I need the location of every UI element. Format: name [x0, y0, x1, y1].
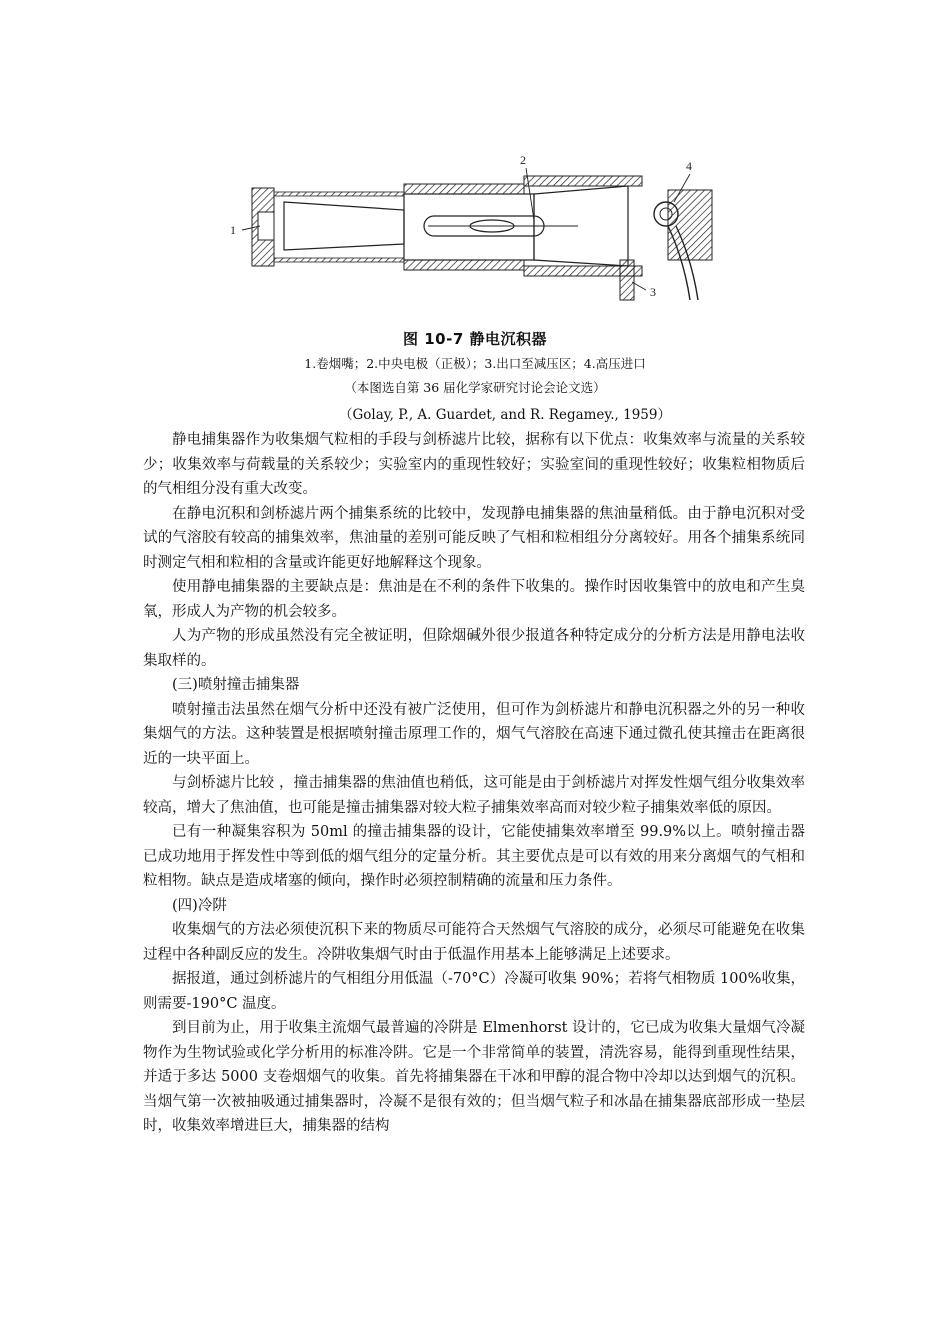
- paragraph: 到目前为止，用于收集主流烟气最普遍的冷阱是 Elmenhorst 设计的，它已成为收集大量烟气冷凝物作为生物试验或化学分析用的标准冷阱。它是一个非常简单的装置，清洗容易，能得到重现性结果，并适于多达 5000 支卷烟烟气的收集。首先将捕集器在干冰和甲醇的混合物中冷却以达到烟气的沉积。当烟气第一次被抽吸通过捕集器时，冷凝不是很有效的；但当烟气粒子和冰晶在捕集器底部形成一垫层时，收集效率增进巨大，捕集器的结构: [143, 1020, 805, 1134]
- diagram-label-3: 3: [650, 285, 656, 299]
- paragraph: 收集烟气的方法必须使沉积下来的物质尽可能符合天然烟气气溶胶的成分，必须尽可能避免在收集过程中各种副反应的发生。冷阱收集烟气时由于低温作用基本上能够满足上述要求。: [143, 922, 805, 963]
- paragraph: 据报道，通过剑桥滤片的气相组分用低温（-70°C）冷凝可收集 90%；若将气相物质 100%收集，则需要-190°C 温度。: [143, 971, 805, 1012]
- figure-caption-citation: （Golay, P., A. Guardet, and R. Regamey., 1959）: [339, 407, 671, 423]
- figure-caption-items: 1.卷烟嘴；2.中央电极（正极）；3.出口至减压区；4.高压进口: [304, 356, 646, 371]
- paragraph: 喷射撞击法虽然在烟气分析中还没有被广泛使用，但可作为剑桥滤片和静电沉积器之外的另一种收集烟气的方法。这种装置是根据喷射撞击原理工作的，烟气气溶胶在高速下通过微孔使其撞击在距离很近的一块平面上。: [143, 701, 805, 767]
- paragraph: 已有一种凝集容积为 50ml 的撞击捕集器的设计，它能使捕集效率增至 99.9%以上。喷射撞击器已成功地用于挥发性中等到低的烟气组分的定量分析。其主要优点是可以有效的用来分离烟气的气相和粒相物。缺点是造成堵塞的倾向，操作时必须控制精确的流量和压力条件。: [143, 824, 805, 889]
- section-heading: (四)冷阱: [172, 897, 227, 914]
- paragraph: 静电捕集器作为收集烟气粒相的手段与剑桥滤片比较，据称有以下优点：收集效率与流量的关系较少；收集效率与荷载量的关系较少；实验室内的重现性较好；实验室间的重现性较好；收集粒相物质后的气相组分没有重大改变。: [143, 432, 805, 497]
- paragraph: 人为产物的形成虽然没有完全被证明，但除烟碱外很少报道各种特定成分的分析方法是用静电法收集取样的。: [143, 628, 805, 669]
- electrostatic-precipitator-diagram: [228, 150, 720, 312]
- section-heading: (三)喷射撞击捕集器: [172, 677, 300, 693]
- paragraph: 在静电沉积和剑桥滤片两个捕集系统的比较中，发现静电捕集器的焦油量稍低。由于静电沉积对受试的气溶胶有较高的捕集效率，焦油量的差别可能反映了气相和粒相组分分离较好。用各个捕集系统同时测定气相和粒相的含量或许能更好地解释这个现象。: [143, 505, 805, 571]
- figure-caption-source: （本图选自第 36 届化学家研究讨论会论文选）: [344, 380, 606, 395]
- diagram-label-1: 1: [230, 223, 236, 237]
- diagram-label-2: 2: [520, 153, 526, 167]
- figure-title: 图 10-7 静电沉积器: [403, 330, 547, 348]
- diagram-label-4: 4: [686, 159, 692, 173]
- body-text: [143, 428, 805, 1139]
- paragraph: 与剑桥滤片比较 ，撞击捕集器的焦油值也稍低，这可能是由于剑桥滤片对挥发性烟气组分收集效率较高，增大了焦油值，也可能是撞击捕集器对较大粒子捕集效率高而对较少粒子捕集效率低的原因。: [143, 775, 805, 816]
- paragraph: 使用静电捕集器的主要缺点是：焦油是在不利的条件下收集的。操作时因收集管中的放电和产生臭氧，形成人为产物的机会较多。: [143, 579, 805, 620]
